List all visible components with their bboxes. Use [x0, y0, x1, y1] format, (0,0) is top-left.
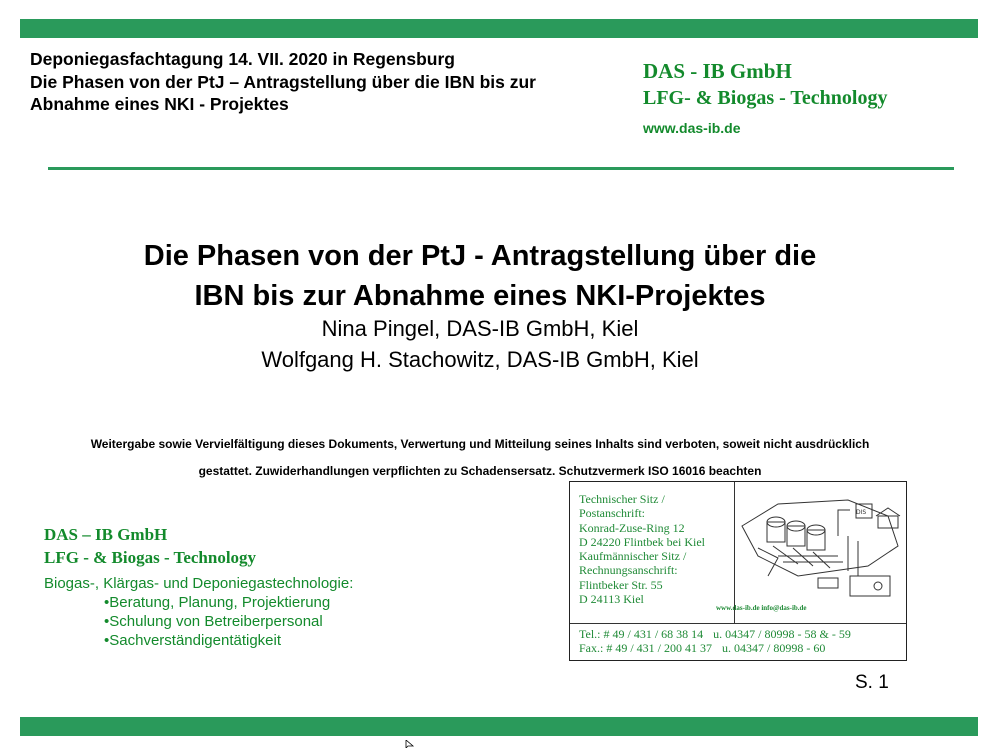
topic-line-1: Die Phasen von der PtJ – Antragstellung über die IBN bis zur — [30, 71, 536, 92]
title-line-2: IBN bis zur Abnahme eines NKI-Projektes — [194, 280, 766, 312]
biogas-plant-drawing — [738, 486, 904, 606]
author-2: Wolfgang H. Stachowitz, DAS-IB GmbH, Kiel — [261, 347, 699, 372]
bottom-accent-bar — [20, 717, 978, 736]
mouse-cursor-icon — [405, 740, 415, 748]
author-1: Nina Pingel, DAS-IB GmbH, Kiel — [321, 316, 639, 341]
page-number: S. 1 — [855, 672, 889, 693]
header-website-link[interactable]: www.das-ib.de — [643, 120, 741, 136]
header-divider — [48, 167, 954, 170]
address-line: Flintbeker Str. 55 — [579, 577, 663, 592]
web-mail-line: www.das-ib.de info@das-ib.de — [716, 604, 807, 612]
technologies-line: Biogas-, Klärgas- und Deponiegastechnologie: — [44, 575, 354, 592]
phone-block — [579, 627, 851, 655]
address-line: Konrad-Zuse-Ring 12 — [579, 520, 685, 535]
tel-line-2: u. 04347 / 80998 - 58 & - 59 — [713, 627, 851, 641]
title-line-1: Die Phasen von der PtJ - Antragstellung über die — [143, 240, 817, 272]
company-name: DAS – IB GmbH — [44, 525, 168, 544]
topic-line-2: Abnahme eines NKI - Projektes — [30, 94, 289, 114]
contact-card — [569, 481, 907, 661]
header-company-tagline: LFG- & Biogas - Technology — [643, 87, 888, 109]
address-line: D 24113 Kiel — [579, 592, 644, 607]
company-tagline: LFG - & Biogas - Technology — [44, 548, 257, 567]
fax-line-2: u. 04347 / 80998 - 60 — [722, 641, 826, 655]
services-list — [44, 593, 353, 650]
address-line: Rechnungsanschrift: — [579, 563, 678, 578]
company-services-block — [44, 523, 353, 650]
address-block — [579, 492, 737, 606]
card-divider-vertical — [734, 482, 735, 623]
address-line: Technischer Sitz / — [579, 492, 665, 506]
notice-line-1: Weitergabe sowie Vervielfältigung dieses Dokuments, Verwertung und Mitteilung seines Inhalts sind verboten, soweit nicht ausdrücklich — [90, 437, 870, 451]
header-company-info — [643, 58, 887, 136]
header-company-name: DAS - IB GmbH — [643, 59, 792, 83]
tel-line: Tel.: # 49 / 431 / 68 38 14 — [579, 627, 704, 641]
address-line: D 24220 Flintbek bei Kiel — [579, 534, 705, 549]
address-line: Postanschrift: — [579, 506, 645, 521]
top-accent-bar — [20, 19, 978, 38]
slide-title — [60, 236, 900, 316]
service-item: •Schulung von Betreiberpersonal — [104, 613, 323, 630]
fax-line: Fax.: # 49 / 431 / 200 41 37 — [579, 641, 713, 655]
header-event-info — [30, 48, 630, 116]
svg-text:DIS: DIS — [856, 509, 867, 516]
event-line: Deponiegasfachtagung 14. VII. 2020 in Regensburg — [30, 49, 455, 69]
notice-line-2: gestattet. Zuwiderhandlungen verpflichten zu Schadensersatz. Schutzvermerk ISO 16016 beachten — [198, 464, 762, 478]
address-line: Kaufmännischer Sitz / — [579, 549, 687, 564]
service-item: •Beratung, Planung, Projektierung — [104, 594, 331, 611]
card-divider-horizontal — [570, 623, 906, 624]
copyright-notice — [30, 431, 930, 485]
service-item: •Sachverständigentätigkeit — [104, 632, 282, 649]
